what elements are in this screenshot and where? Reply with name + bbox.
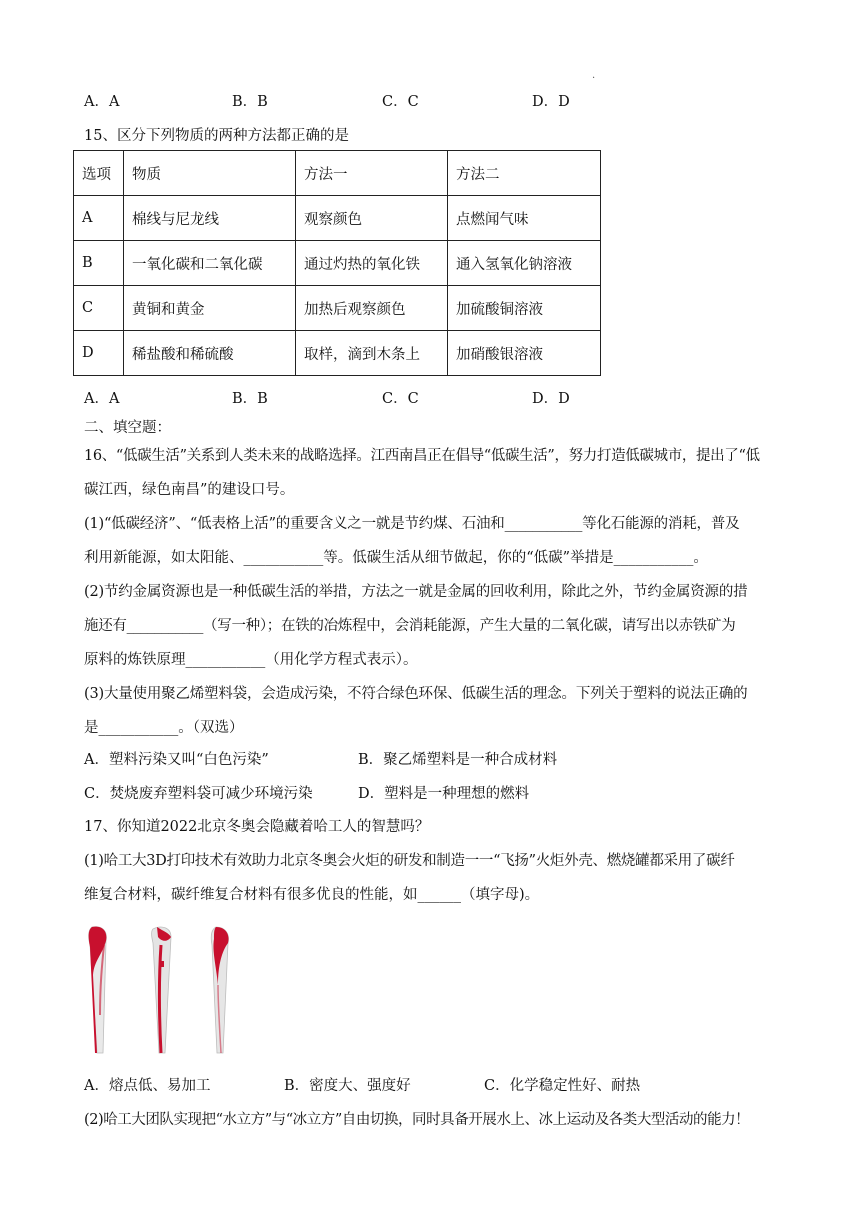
page-mark: . (592, 70, 596, 81)
table-header-row (74, 151, 601, 196)
table-cell: 加硝酸银溶液 (448, 331, 601, 376)
table-cell: 黄铜和黄金 (124, 286, 296, 331)
q17-part2-line1: (2)哈工大团队实现把“水立方”与“冰立方”自由切换，同时具备开展水上、冰上运动及各类大型活动的能力！ (84, 1112, 750, 1128)
torch-image-2 (147, 925, 177, 1057)
table-cell: 通入氢氧化钠溶液 (448, 241, 601, 286)
header-cell: 选项 (74, 151, 124, 196)
q14-option-d: D．D (532, 94, 570, 110)
table-cell: 加硫酸铜溶液 (448, 286, 601, 331)
q15-table (73, 150, 601, 376)
q14-option-c: C．C (382, 94, 419, 110)
header-cell: 方法一 (296, 151, 448, 196)
table-cell: 点燃闻气味 (448, 196, 601, 241)
table-cell: 通过灼热的氧化铁 (296, 241, 448, 286)
table-row (74, 331, 601, 376)
table-row (74, 241, 601, 286)
q17-option-a: A．熔点低、易加工 (84, 1078, 211, 1094)
table-cell: B (74, 241, 124, 286)
q16-part2-line1: (2)节约金属资源也是一种低碳生活的举措，方法之一就是金属的回收利用，除此之外，节约金属资源的措 (84, 584, 748, 600)
table-cell: 观察颜色 (296, 196, 448, 241)
q17-option-c: C．化学稳定性好、耐热 (484, 1078, 641, 1094)
q15-title: 15、区分下列物质的两种方法都正确的是 (84, 128, 349, 144)
q16-option-b: B．聚乙烯塑料是一种合成材料 (358, 752, 558, 768)
table-cell: 加热后观察颜色 (296, 286, 448, 331)
q16-intro-line2: 碳江西，绿色南昌”的建设口号。 (84, 482, 295, 498)
q16-part3-line2: 是___________。（双选） (84, 720, 244, 736)
q15-option-a: A．A (84, 391, 120, 407)
q16-part3-line1: (3)大量使用聚乙烯塑料袋，会造成污染，不符合绿色环保、低碳生活的理念。下列关于塑料的说法正确的 (84, 686, 748, 702)
header-cell: 物质 (124, 151, 296, 196)
q16-option-d: D．塑料是一种理想的燃料 (358, 786, 530, 802)
q17-option-b: B．密度大、强度好 (284, 1078, 411, 1094)
q16-part1-line1: (1)“低碳经济”、“低表格上活”的重要含义之一就是节约煤、石油和___________等化石能源的消耗，普及 (84, 516, 740, 532)
table-row (74, 196, 601, 241)
q14-option-a: A．A (84, 94, 120, 110)
table-cell: D (74, 331, 124, 376)
header-cell: 方法二 (448, 151, 601, 196)
q17-part1-line2: 维复合材料，碳纤维复合材料有很多优良的性能，如______（填字母)。 (84, 887, 540, 903)
table-row (74, 286, 601, 331)
table-cell: 取样，滴到木条上 (296, 331, 448, 376)
q16-part2-line3: 原料的炼铁原理___________（用化学方程式表示）。 (84, 652, 418, 668)
table-cell: 一氧化碳和二氧化碳 (124, 241, 296, 286)
table-cell: A (74, 196, 124, 241)
q16-intro-line1: 16、“低碳生活”关系到人类未来的战略选择。江西南昌正在倡导“低碳生活”，努力打造低碳城市，提出了“低 (84, 448, 760, 464)
q16-part1-line2: 利用新能源，如太阳能、___________等。低碳生活从细节做起，你的“低碳”举措是___________。 (84, 550, 708, 566)
q17-title: 17、你知道2022北京冬奥会隐藏着哈工人的智慧吗？ (84, 819, 430, 835)
q14-option-b: B．B (232, 94, 268, 110)
q15-option-b: B．B (232, 391, 268, 407)
q16-option-a: A．塑料污染又叫“白色污染” (84, 752, 269, 768)
section-heading: 二、填空题： (84, 420, 171, 436)
q15-option-c: C．C (382, 391, 419, 407)
q14-options (84, 90, 704, 110)
table-cell: 稀盐酸和稀硫酸 (124, 331, 296, 376)
q15-options (84, 387, 704, 407)
q16-part2-line2: 施还有___________（写一种）；在铁的冶炼程中，会消耗能源，产生大量的二氧化碳，请写出以赤铁矿为 (84, 618, 736, 634)
torch-image-1 (84, 925, 114, 1057)
table-cell: C (74, 286, 124, 331)
q17-part1-line1: (1)哈工大3D打印技术有效助力北京冬奥会火炬的研发和制造一一“飞扬”火炬外壳、燃烧罐都采用了碳纤 (84, 853, 735, 869)
q16-option-c: C．焚烧废弃塑料袋可减少环境污染 (84, 786, 313, 802)
torch-image-3 (206, 925, 236, 1057)
table-cell: 棉线与尼龙线 (124, 196, 296, 241)
q15-option-d: D．D (532, 391, 570, 407)
